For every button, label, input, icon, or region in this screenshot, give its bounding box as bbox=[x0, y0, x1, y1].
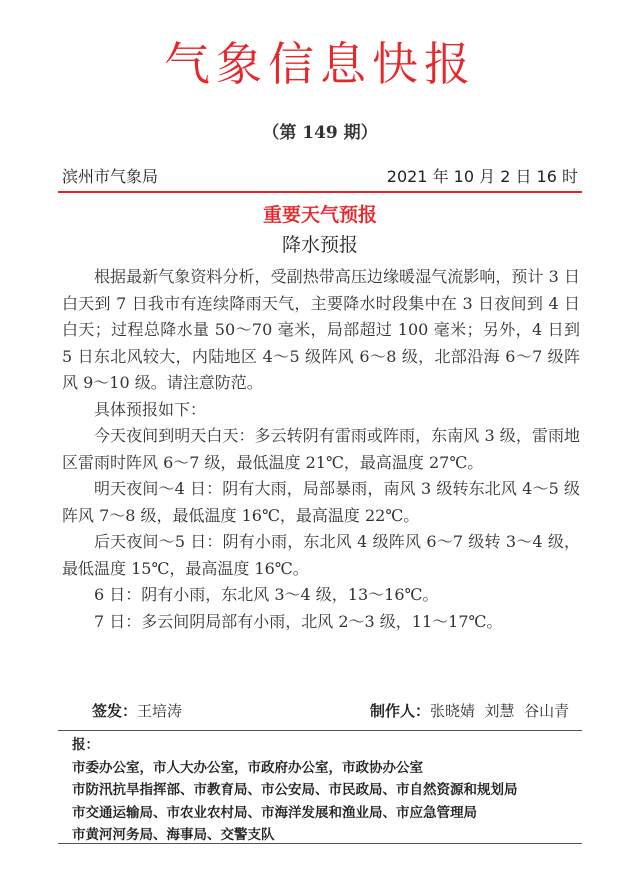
distribution-bottom-divider bbox=[58, 843, 582, 844]
issue-date: 2021 年 10 月 2 日 16 时 bbox=[386, 167, 578, 186]
header-divider bbox=[58, 191, 582, 193]
body-paragraph: 具体预报如下： bbox=[94, 399, 207, 419]
distribution-line: 市防汛抗旱指挥部、市教育局、市公安局、市民政局、市自然资源和规划局 bbox=[72, 782, 518, 798]
distribution-line: 市交通运输局、市农业农村局、市海洋发展和渔业局、市应急管理局 bbox=[72, 804, 477, 821]
bulletin-title: 气象信息快报 bbox=[164, 37, 476, 91]
body-paragraph: 7 日：多云间阴局部有小雨，北风 2～3 级，11～17℃。 bbox=[94, 611, 503, 631]
issuing-organization: 滨州市气象局 bbox=[62, 167, 159, 186]
body-paragraph: 今天夜间到明天白天：多云转阴有雷雨或阵雨，东南风 3 级，雷雨地区雷雨时阵风 6～7 级，最低温度 21℃，最高温度 27℃。 bbox=[62, 426, 580, 472]
maker-block bbox=[370, 700, 569, 721]
maker-label: 制作人： bbox=[370, 702, 431, 720]
body-paragraph: 根据最新气象资料分析，受副热带高压边缘暖湿气流影响，预计 3 日白天到 7 日我市有连续降雨天气，主要降水时段集中在 3 日夜间到 4 日白天；过程总降水量 50～70 毫米，局部超过 100 毫米；另外，4 日到 5 日东北风较大，内陆地区 4～5 级阵风 6～8 级，北部沿海 6～7 级阵风 9～10 级。请注意防范。 bbox=[62, 267, 580, 392]
distribution-line: 市黄河河务局、海事局、交警支队 bbox=[72, 827, 275, 843]
distribution-top-divider bbox=[58, 730, 582, 731]
forecast-topic: 降水预报 bbox=[281, 234, 358, 256]
body-paragraph: 明天夜间～4 日：阴有大雨，局部暴雨，南风 3 级转东北风 4～5 级阵风 7～8 级，最低温度 16℃，最高温度 22℃。 bbox=[62, 479, 580, 525]
signer-name: 王培涛 bbox=[137, 702, 183, 720]
forecast-body bbox=[62, 264, 580, 635]
distribution-line: 市委办公室，市人大办公室，市政府办公室，市政协办公室 bbox=[72, 759, 423, 776]
signer-block bbox=[92, 700, 182, 721]
issue-number: （第 149 期） bbox=[262, 123, 378, 143]
distribution-list bbox=[72, 734, 518, 847]
forecast-category: 重要天气预报 bbox=[262, 204, 377, 226]
distribution-label: 报： bbox=[72, 737, 99, 753]
signer-label: 签发： bbox=[92, 702, 138, 720]
maker-names: 张晓婧 刘慧 谷山青 bbox=[430, 702, 570, 720]
body-paragraph: 后天夜间～5 日：阴有小雨，东北风 4 级阵风 6～7 级转 3～4 级，最低温度 15℃，最高温度 16℃。 bbox=[62, 532, 580, 578]
body-paragraph: 6 日：阴有小雨，东北风 3～4 级，13～16℃。 bbox=[94, 585, 439, 604]
